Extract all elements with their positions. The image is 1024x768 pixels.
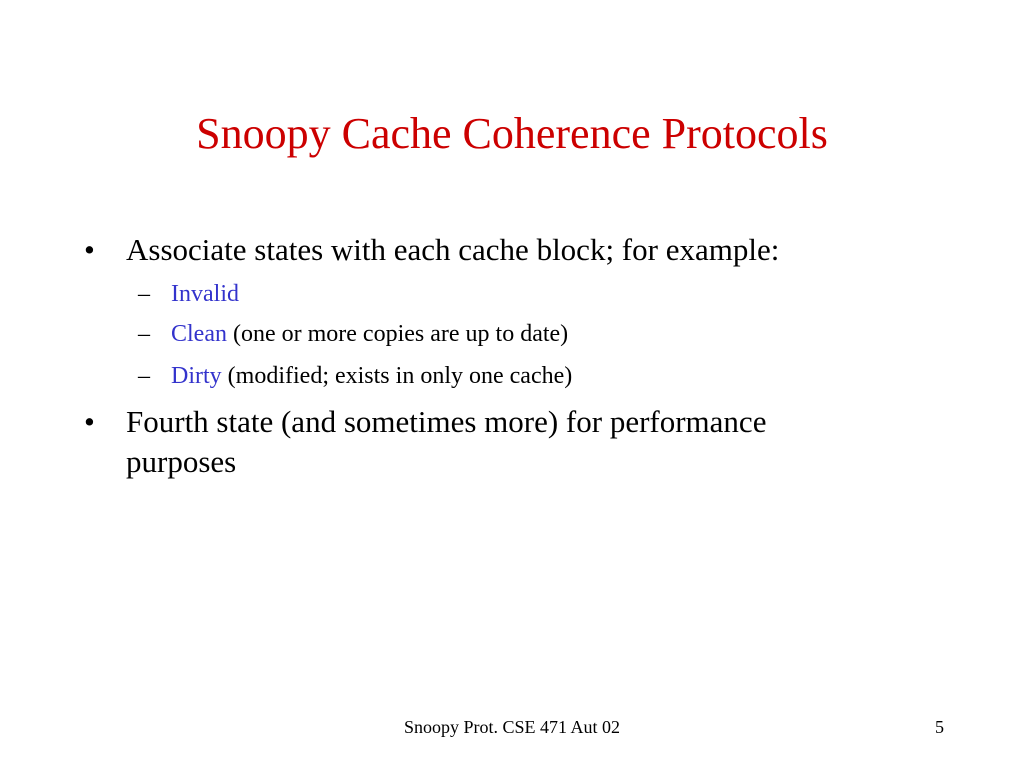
sub-bullet-marker: – [138, 281, 150, 307]
bullet-marker: • [84, 404, 95, 439]
state-term-dirty: Dirty [171, 363, 222, 389]
bullet-marker: • [84, 232, 95, 267]
page-number: 5 [935, 717, 944, 737]
sub-bullet-content [171, 319, 568, 349]
sub-bullet-marker: – [138, 321, 150, 347]
footer-text: Snoopy Prot. CSE 471 Aut 02 [403, 717, 621, 737]
state-term-invalid: Invalid [171, 281, 239, 307]
sub-bullet-content [171, 279, 239, 309]
sub-bullet-content [171, 361, 572, 391]
state-note: (modified; exists in only one cache) [221, 363, 573, 389]
slide-title: Snoopy Cache Coherence Protocols [196, 109, 828, 158]
state-note: (one or more copies are up to date) [226, 321, 569, 347]
state-term-clean: Clean [171, 321, 227, 347]
bullet-text: Fourth state (and sometimes more) for performance purposes [126, 404, 767, 479]
sub-bullet-marker: – [138, 363, 150, 389]
bullet-text: Associate states with each cache block; for example: [126, 232, 780, 267]
